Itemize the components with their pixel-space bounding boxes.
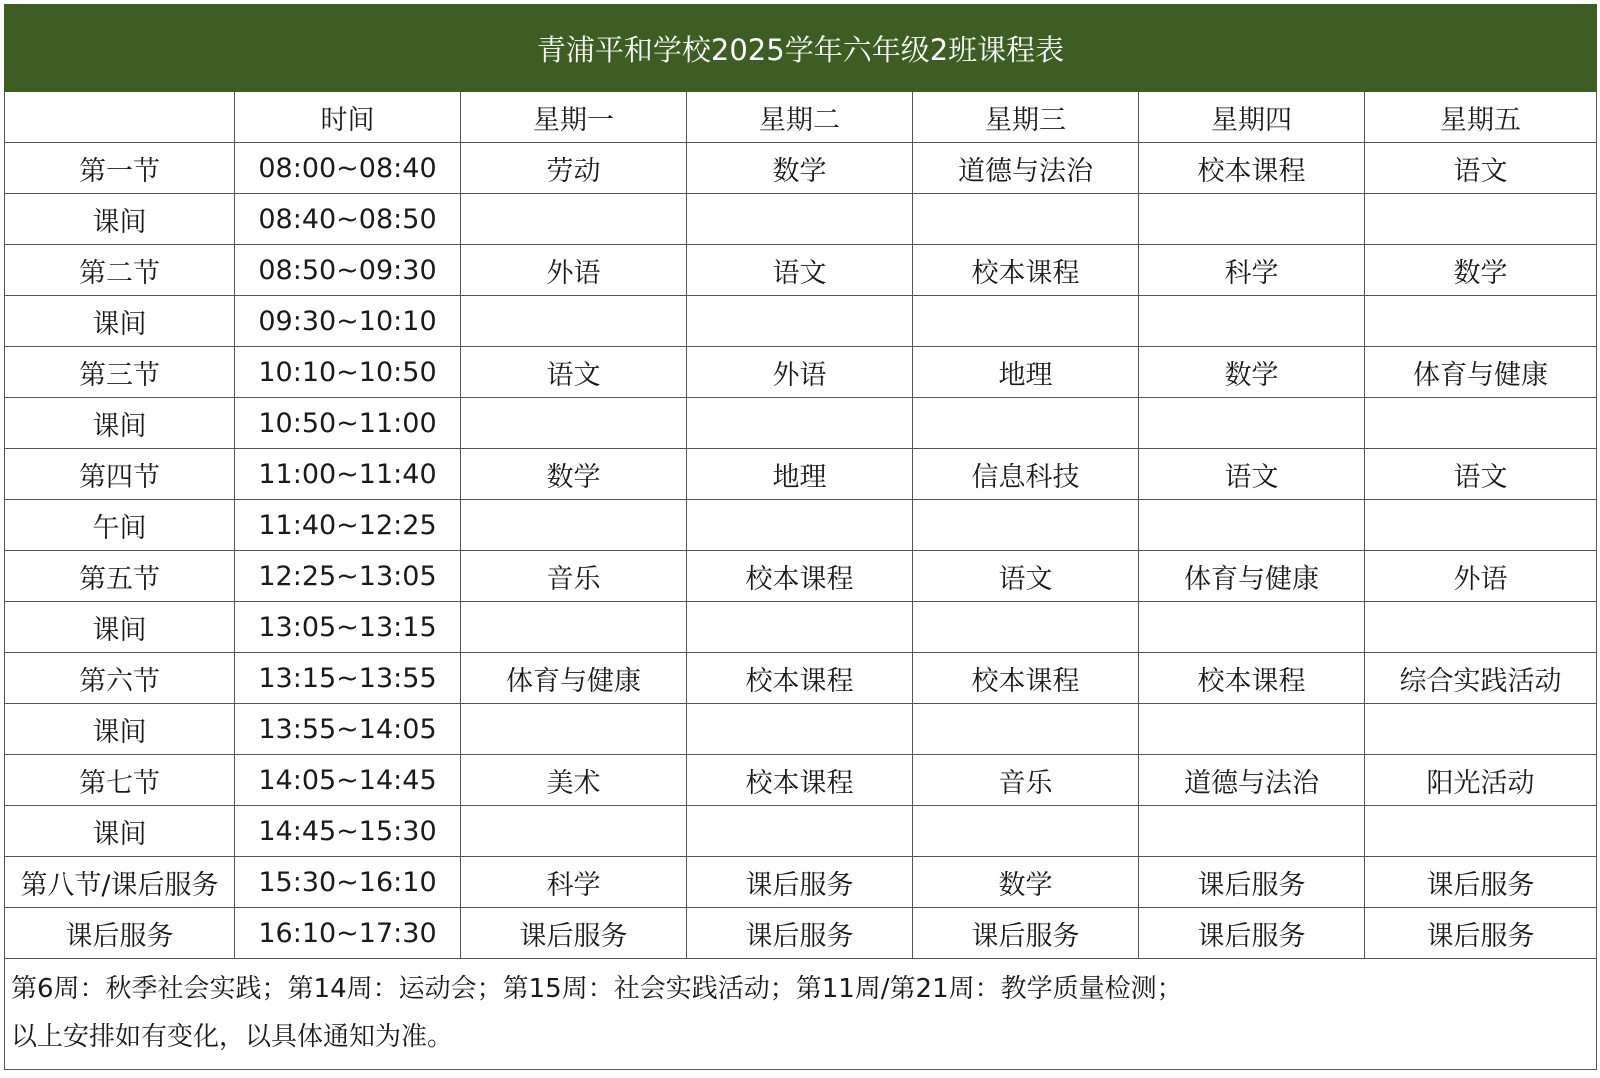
class-cell-tuesday: 校本课程	[687, 755, 913, 806]
period-label: 第六节	[5, 653, 235, 704]
class-cell-tuesday	[687, 398, 913, 449]
class-cell-friday: 语文	[1365, 449, 1597, 500]
schedule-row	[5, 551, 1597, 602]
page-title: 青浦平和学校2025学年六年级2班课程表	[5, 5, 1597, 92]
period-label: 课间	[5, 704, 235, 755]
header-cell-time: 时间	[235, 92, 461, 143]
period-label: 第一节	[5, 143, 235, 194]
class-cell-thursday	[1139, 806, 1365, 857]
class-cell-tuesday	[687, 806, 913, 857]
class-cell-monday: 语文	[461, 347, 687, 398]
class-cell-friday: 综合实践活动	[1365, 653, 1597, 704]
period-label: 第四节	[5, 449, 235, 500]
period-label: 第三节	[5, 347, 235, 398]
class-cell-friday	[1365, 296, 1597, 347]
schedule-row	[5, 398, 1597, 449]
time-range: 15:30~16:10	[235, 857, 461, 908]
class-cell-monday	[461, 500, 687, 551]
note-line: 以上安排如有变化，以具体通知为准。	[11, 1022, 454, 1052]
timetable-body	[5, 5, 1597, 1070]
class-cell-friday: 课后服务	[1365, 857, 1597, 908]
class-cell-friday: 语文	[1365, 143, 1597, 194]
period-label: 课后服务	[5, 908, 235, 959]
class-cell-monday: 课后服务	[461, 908, 687, 959]
schedule-row	[5, 194, 1597, 245]
class-cell-tuesday	[687, 194, 913, 245]
schedule-row	[5, 347, 1597, 398]
class-cell-tuesday: 校本课程	[687, 551, 913, 602]
class-cell-friday: 体育与健康	[1365, 347, 1597, 398]
class-cell-wednesday: 道德与法治	[913, 143, 1139, 194]
class-cell-tuesday	[687, 296, 913, 347]
time-range: 08:40~08:50	[235, 194, 461, 245]
time-range: 14:05~14:45	[235, 755, 461, 806]
notes-row	[5, 959, 1597, 1070]
class-cell-friday	[1365, 806, 1597, 857]
class-cell-wednesday	[913, 398, 1139, 449]
class-cell-monday: 数学	[461, 449, 687, 500]
header-cell-tuesday: 星期二	[687, 92, 913, 143]
class-cell-thursday	[1139, 602, 1365, 653]
class-cell-tuesday: 课后服务	[687, 908, 913, 959]
class-cell-tuesday: 外语	[687, 347, 913, 398]
class-cell-thursday	[1139, 704, 1365, 755]
period-label: 课间	[5, 296, 235, 347]
class-cell-wednesday	[913, 806, 1139, 857]
class-cell-monday	[461, 704, 687, 755]
class-cell-monday	[461, 806, 687, 857]
period-label: 第二节	[5, 245, 235, 296]
period-label: 第八节/课后服务	[5, 857, 235, 908]
class-cell-friday	[1365, 500, 1597, 551]
timetable-sheet	[4, 4, 1596, 1072]
class-cell-monday: 劳动	[461, 143, 687, 194]
class-cell-friday: 阳光活动	[1365, 755, 1597, 806]
class-cell-friday: 外语	[1365, 551, 1597, 602]
class-cell-friday	[1365, 194, 1597, 245]
period-label: 课间	[5, 806, 235, 857]
time-range: 13:15~13:55	[235, 653, 461, 704]
time-range: 12:25~13:05	[235, 551, 461, 602]
class-cell-monday: 美术	[461, 755, 687, 806]
class-cell-wednesday: 校本课程	[913, 245, 1139, 296]
class-cell-wednesday	[913, 704, 1139, 755]
class-cell-monday	[461, 398, 687, 449]
period-label: 课间	[5, 194, 235, 245]
period-label: 第七节	[5, 755, 235, 806]
header-cell-blank	[5, 92, 235, 143]
class-cell-wednesday: 语文	[913, 551, 1139, 602]
class-cell-wednesday: 数学	[913, 857, 1139, 908]
class-cell-monday: 外语	[461, 245, 687, 296]
class-cell-friday	[1365, 602, 1597, 653]
class-cell-thursday: 道德与法治	[1139, 755, 1365, 806]
class-cell-friday: 课后服务	[1365, 908, 1597, 959]
class-cell-wednesday	[913, 194, 1139, 245]
class-cell-thursday	[1139, 194, 1365, 245]
class-cell-wednesday: 音乐	[913, 755, 1139, 806]
class-cell-tuesday	[687, 704, 913, 755]
class-cell-monday	[461, 602, 687, 653]
schedule-row	[5, 857, 1597, 908]
period-label: 课间	[5, 602, 235, 653]
class-cell-thursday: 校本课程	[1139, 143, 1365, 194]
schedule-row	[5, 908, 1597, 959]
class-cell-wednesday: 信息科技	[913, 449, 1139, 500]
schedule-row	[5, 500, 1597, 551]
time-range: 13:05~13:15	[235, 602, 461, 653]
title-row	[5, 5, 1597, 92]
header-cell-monday: 星期一	[461, 92, 687, 143]
class-cell-monday: 科学	[461, 857, 687, 908]
time-range: 11:40~12:25	[235, 500, 461, 551]
time-range: 11:00~11:40	[235, 449, 461, 500]
class-cell-thursday: 校本课程	[1139, 653, 1365, 704]
class-cell-tuesday: 校本课程	[687, 653, 913, 704]
class-cell-wednesday: 课后服务	[913, 908, 1139, 959]
class-cell-wednesday	[913, 296, 1139, 347]
class-cell-tuesday: 语文	[687, 245, 913, 296]
schedule-row	[5, 449, 1597, 500]
schedule-row	[5, 806, 1597, 857]
header-cell-wednesday: 星期三	[913, 92, 1139, 143]
class-cell-thursday	[1139, 296, 1365, 347]
time-range: 14:45~15:30	[235, 806, 461, 857]
class-cell-wednesday: 地理	[913, 347, 1139, 398]
time-range: 10:50~11:00	[235, 398, 461, 449]
class-cell-wednesday	[913, 500, 1139, 551]
schedule-row	[5, 653, 1597, 704]
class-cell-friday	[1365, 704, 1597, 755]
period-label: 第五节	[5, 551, 235, 602]
time-range: 10:10~10:50	[235, 347, 461, 398]
time-range: 08:00~08:40	[235, 143, 461, 194]
notes-cell	[5, 959, 1597, 1070]
class-cell-wednesday: 校本课程	[913, 653, 1139, 704]
class-cell-thursday	[1139, 398, 1365, 449]
class-cell-monday: 体育与健康	[461, 653, 687, 704]
class-cell-monday: 音乐	[461, 551, 687, 602]
class-cell-thursday	[1139, 500, 1365, 551]
class-cell-thursday: 科学	[1139, 245, 1365, 296]
class-cell-tuesday: 课后服务	[687, 857, 913, 908]
schedule-row	[5, 296, 1597, 347]
schedule-row	[5, 755, 1597, 806]
class-cell-friday: 数学	[1365, 245, 1597, 296]
class-cell-friday	[1365, 398, 1597, 449]
time-range: 16:10~17:30	[235, 908, 461, 959]
class-cell-thursday: 数学	[1139, 347, 1365, 398]
class-cell-monday	[461, 194, 687, 245]
class-cell-thursday: 课后服务	[1139, 908, 1365, 959]
class-cell-tuesday: 数学	[687, 143, 913, 194]
schedule-row	[5, 245, 1597, 296]
period-label: 午间	[5, 500, 235, 551]
class-cell-monday	[461, 296, 687, 347]
class-cell-tuesday	[687, 500, 913, 551]
schedule-row	[5, 602, 1597, 653]
class-cell-wednesday	[913, 602, 1139, 653]
class-cell-thursday: 体育与健康	[1139, 551, 1365, 602]
schedule-row	[5, 704, 1597, 755]
period-label: 课间	[5, 398, 235, 449]
class-cell-tuesday: 地理	[687, 449, 913, 500]
schedule-row	[5, 143, 1597, 194]
timetable	[4, 4, 1597, 1070]
class-cell-thursday: 课后服务	[1139, 857, 1365, 908]
class-cell-thursday: 语文	[1139, 449, 1365, 500]
time-range: 13:55~14:05	[235, 704, 461, 755]
note-line: 第6周：秋季社会实践；第14周：运动会；第15周：社会实践活动；第11周/第21周：教学质量检测；	[11, 974, 1183, 1004]
class-cell-tuesday	[687, 602, 913, 653]
header-cell-thursday: 星期四	[1139, 92, 1365, 143]
time-range: 09:30~10:10	[235, 296, 461, 347]
header-row	[5, 92, 1597, 143]
time-range: 08:50~09:30	[235, 245, 461, 296]
header-cell-friday: 星期五	[1365, 92, 1597, 143]
